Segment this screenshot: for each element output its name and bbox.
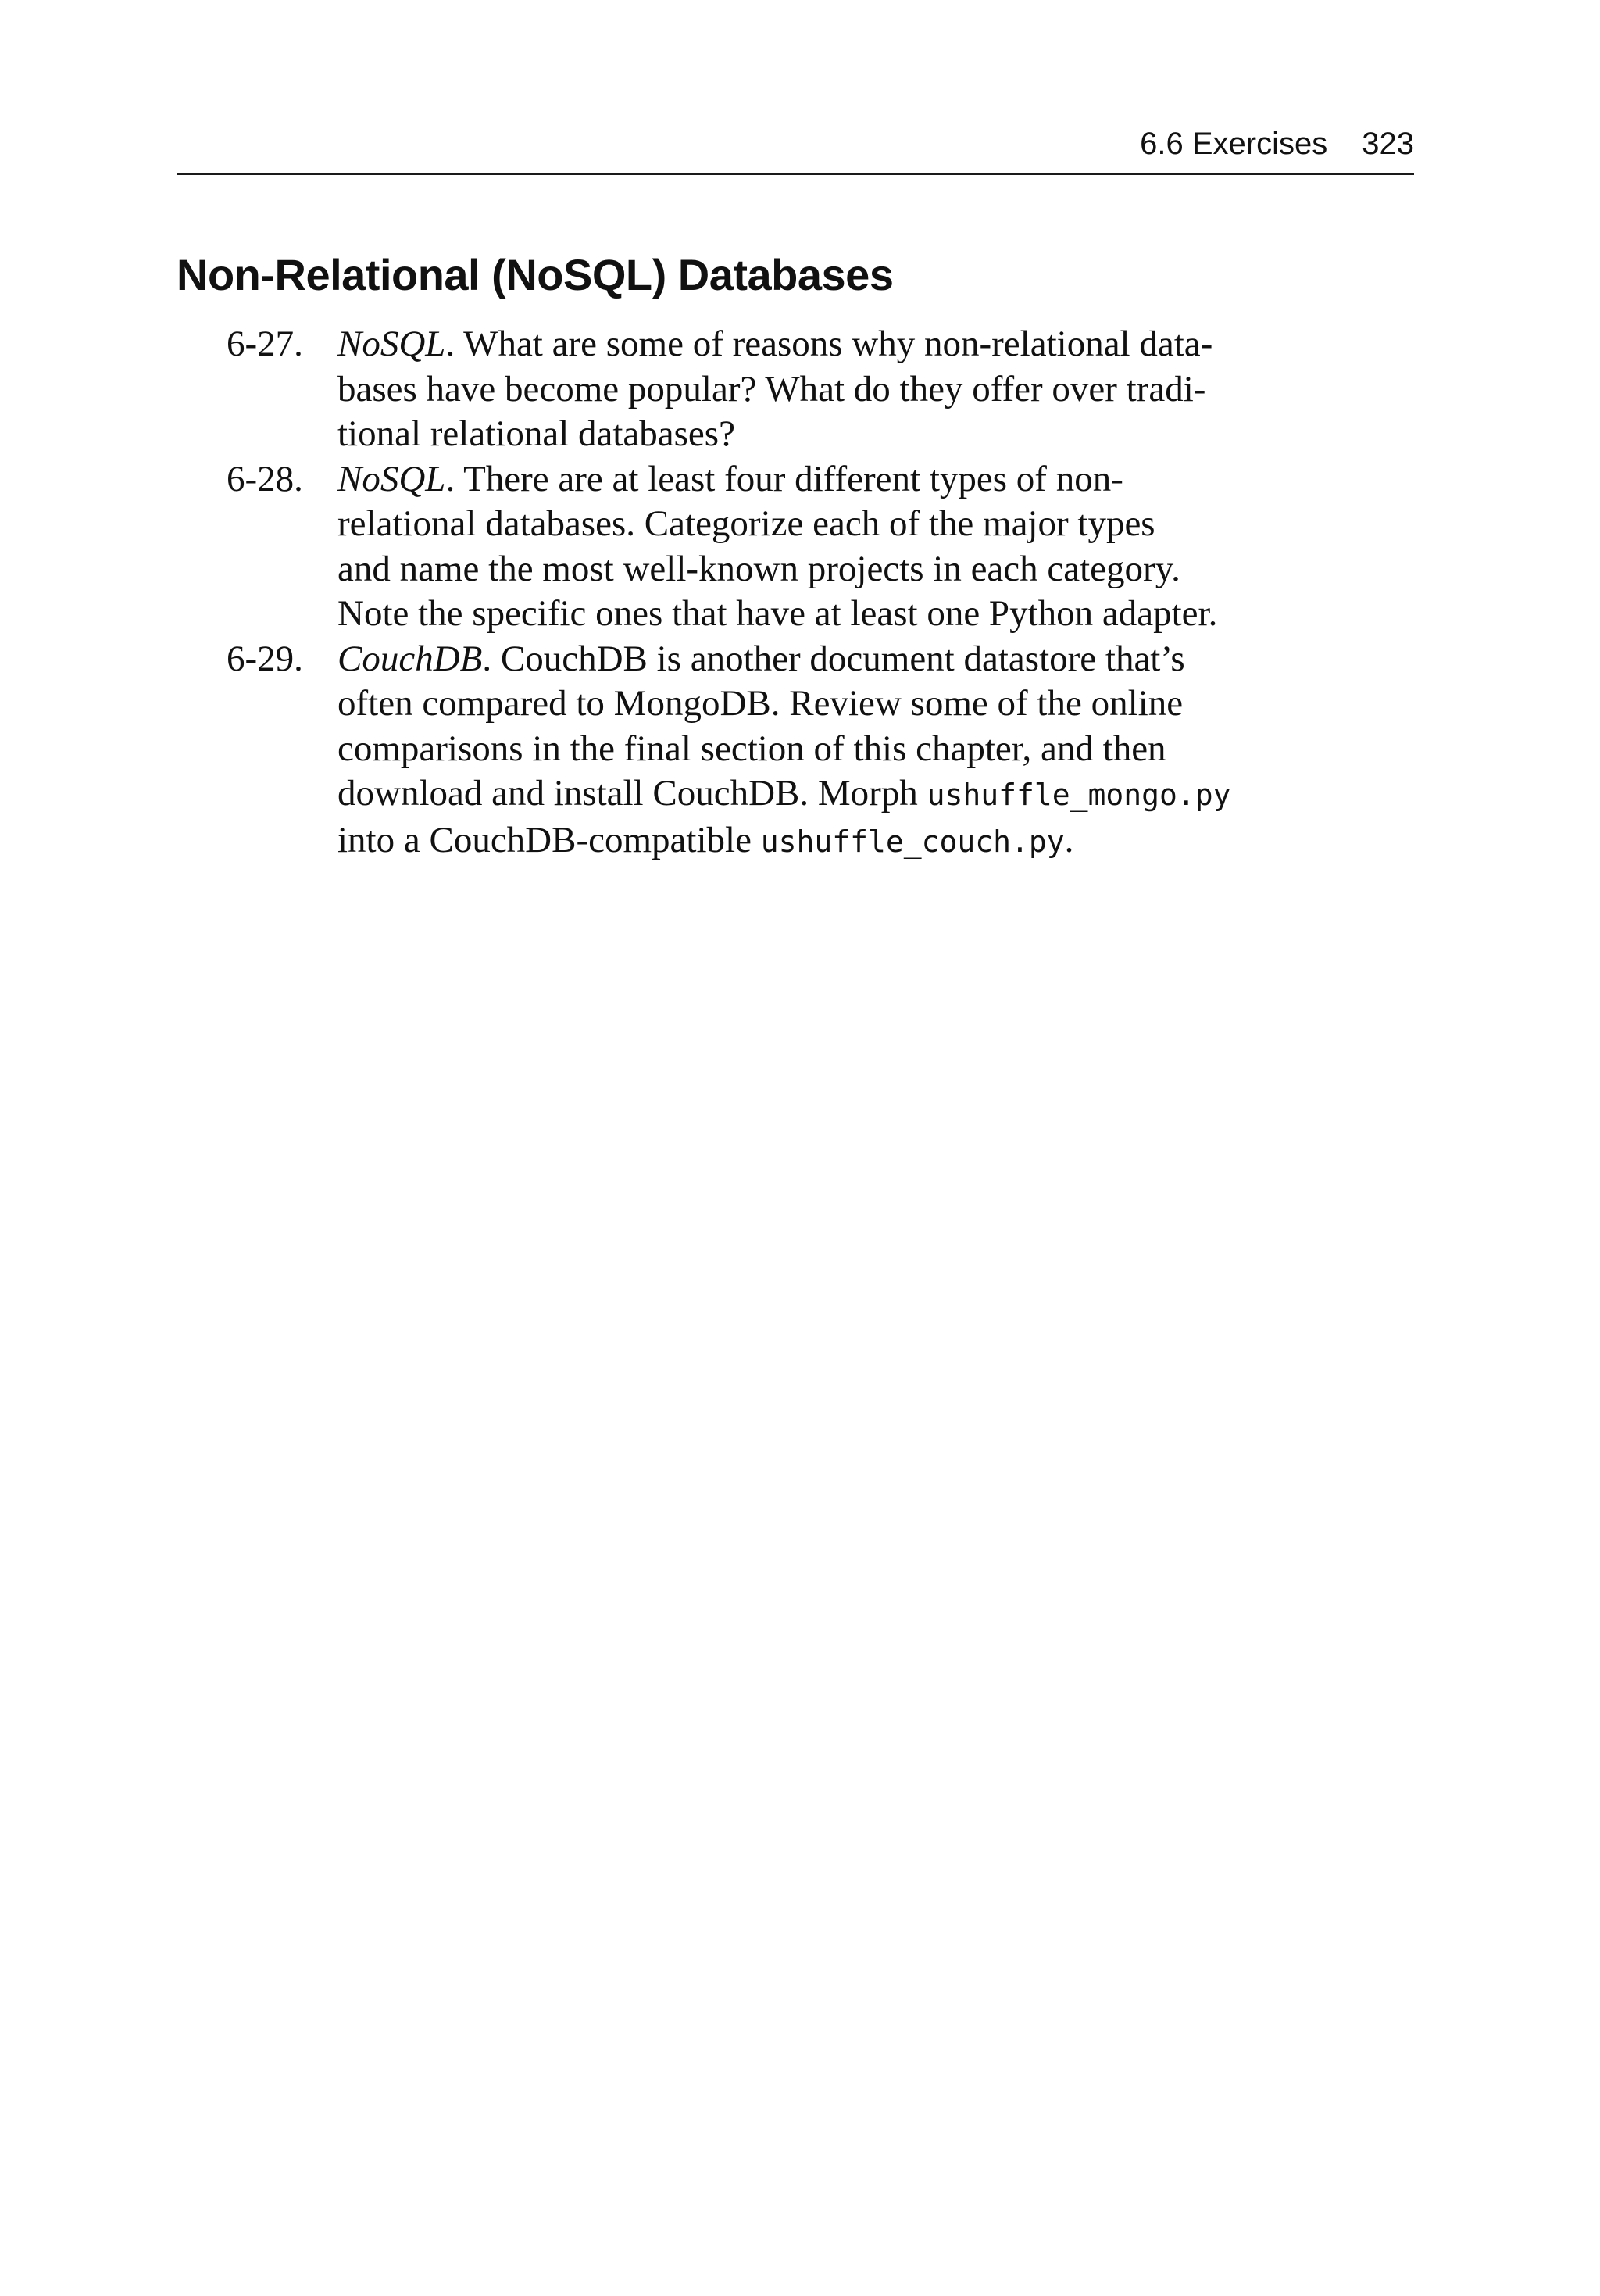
running-header (177, 119, 1414, 175)
exercise-line: often compared to MongoDB. Review some of the online (338, 683, 1184, 724)
code-filename: ushuffle_mongo.py (927, 778, 1231, 812)
exercise-topic: NoSQL (338, 324, 446, 364)
exercise-text: into a CouchDB-compatible (338, 819, 761, 860)
exercise-line (338, 457, 1367, 502)
exercise-line: Note the specific ones that have at least one Python adapter. (338, 593, 1218, 634)
exercise-line: bases have become popular? What do they offer over tradi- (338, 368, 1206, 409)
exercise-line: comparisons in the final section of this chapter, and then (338, 728, 1166, 769)
exercise-text: . What are some of reasons why non-relational data- (445, 324, 1213, 364)
exercise-number: 6-28. (227, 458, 303, 499)
exercise-line: relational databases. Categorize each of the major types (338, 503, 1155, 544)
code-filename: ushuffle_couch.py (760, 824, 1065, 859)
exercise-line: tional relational databases? (338, 413, 735, 454)
exercise-text: . (1064, 819, 1074, 860)
exercise-6-29 (227, 637, 1367, 865)
exercise-topic: NoSQL (338, 458, 446, 499)
page-number: 323 (1362, 127, 1414, 161)
exercise-line (338, 322, 1367, 367)
exercise-list (227, 322, 1367, 864)
exercise-6-27 (227, 322, 1367, 457)
exercise-line: and name the most well-known projects in each category. (338, 548, 1180, 589)
exercise-line (338, 771, 1367, 818)
exercise-line (338, 637, 1367, 682)
exercise-line (338, 818, 1367, 865)
exercise-topic: CouchDB (338, 638, 483, 679)
exercise-6-28 (227, 457, 1367, 637)
exercise-text: download and install CouchDB. Morph (338, 773, 927, 814)
exercise-number: 6-27. (227, 324, 303, 364)
exercise-text: . CouchDB is another document datastore that’s (482, 638, 1185, 679)
running-header-section: 6.6 Exercises (1140, 127, 1328, 161)
exercise-number: 6-29. (227, 638, 303, 679)
section-title: Non-Relational (NoSQL) Databases (177, 250, 894, 299)
exercise-text: . There are at least four different types of non- (445, 458, 1123, 499)
